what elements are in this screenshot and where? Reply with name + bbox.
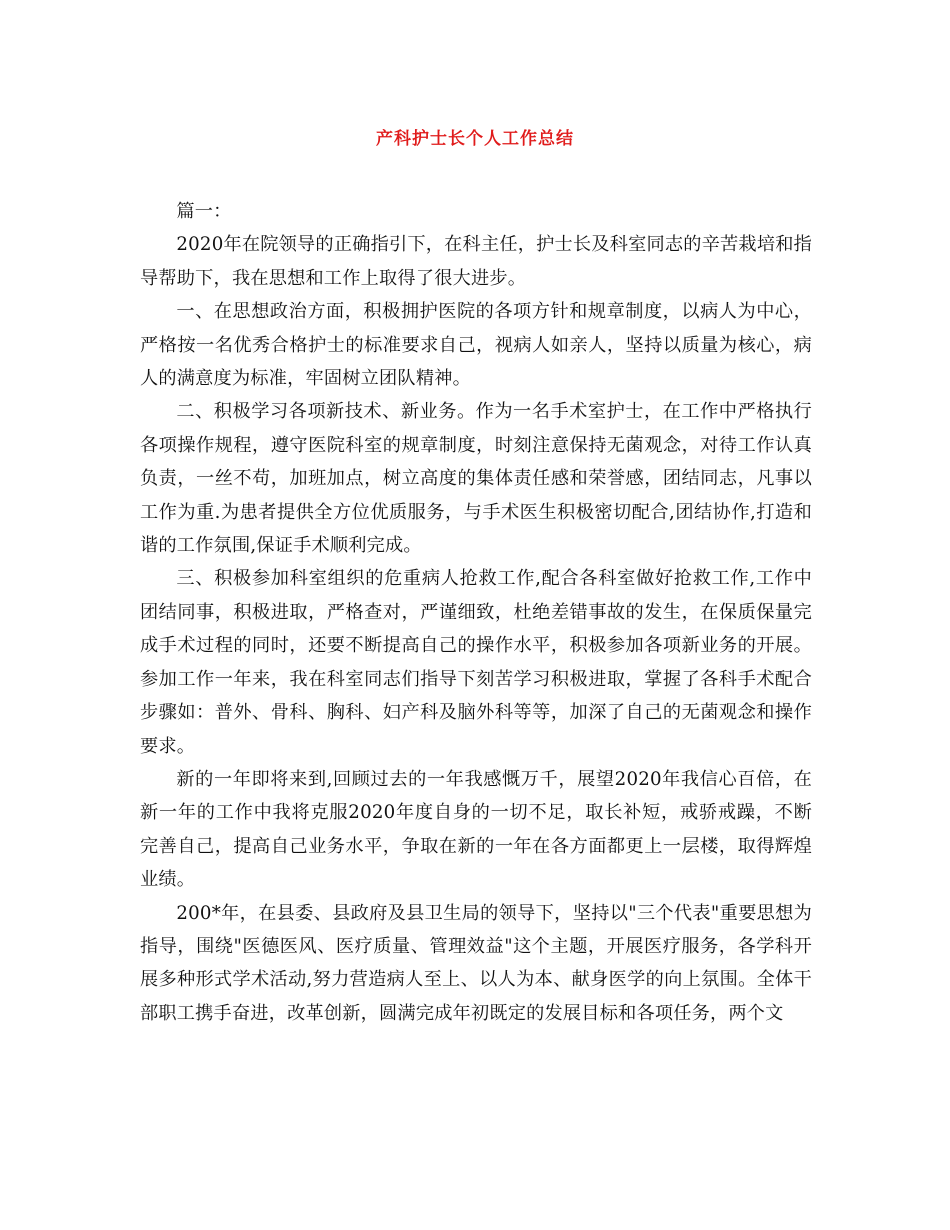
document-body [140, 195, 812, 1030]
paragraph: 2020年在院领导的正确指引下，在科主任，护士长及科室同志的辛苦栽培和指导帮助下，我在思想和工作上取得了很大进步。 [140, 234, 812, 289]
section-heading: 篇一： [176, 201, 232, 222]
paragraph: 新的一年即将来到,回顾过去的一年我感慨万千，展望2020年我信心百倍，在新一年的工作中我将克服2020年度自身的一切不足，取长补短，戒骄戒躁，不断完善自己，提高自己业务水平，争取在新的一年在各方面都更上一层楼，取得辉煌业绩。 [140, 768, 812, 891]
paragraph: 200*年，在县委、县政府及县卫生局的领导下，坚持以"三个代表"重要思想为指导，围绕"医德医风、医疗质量、管理效益"这个主题，开展医疗服务，各学科开展多种形式学术活动,努力营造病人至上、以人为本、献身医学的向上氛围。全体干部职工携手奋进，改革创新，圆满完成年初既定的发展目标和各项任务，两个文 [140, 902, 812, 1024]
paragraph: 二、积极学习各项新技术、新业务。作为一名手术室护士，在工作中严格执行各项操作规程，遵守医院科室的规章制度，时刻注意保持无菌观念，对待工作认真负责，一丝不苟，加班加点，树立高度的集体责任感和荣誉感，团结同志，凡事以工作为重.为患者提供全方位优质服务，与手术医生积极密切配合,团结协作,打造和谐的工作氛围,保证手术顺利完成。 [140, 401, 812, 557]
paragraph: 一、在思想政治方面，积极拥护医院的各项方针和规章制度，以病人为中心，严格按一名优秀合格护士的标准要求自己，视病人如亲人，坚持以质量为核心，病人的满意度为标准，牢固树立团队精神。 [140, 301, 812, 390]
paragraph: 三、积极参加科室组织的危重病人抢救工作,配合各科室做好抢救工作,工作中团结同事，积极进取，严格查对，严谨细致，杜绝差错事故的发生，在保质保量完成手术过程的同时，还要不断提高自己的操作水平，积极参加各项新业务的开展。参加工作一年来，我在科室同志们指导下刻苦学习积极进取，掌握了各科手术配合步骤如：普外、骨科、胸科、妇产科及脑外科等等，加深了自己的无菌观念和操作要求。 [140, 568, 812, 757]
document-title: 产科护士长个人工作总结 [376, 129, 574, 149]
